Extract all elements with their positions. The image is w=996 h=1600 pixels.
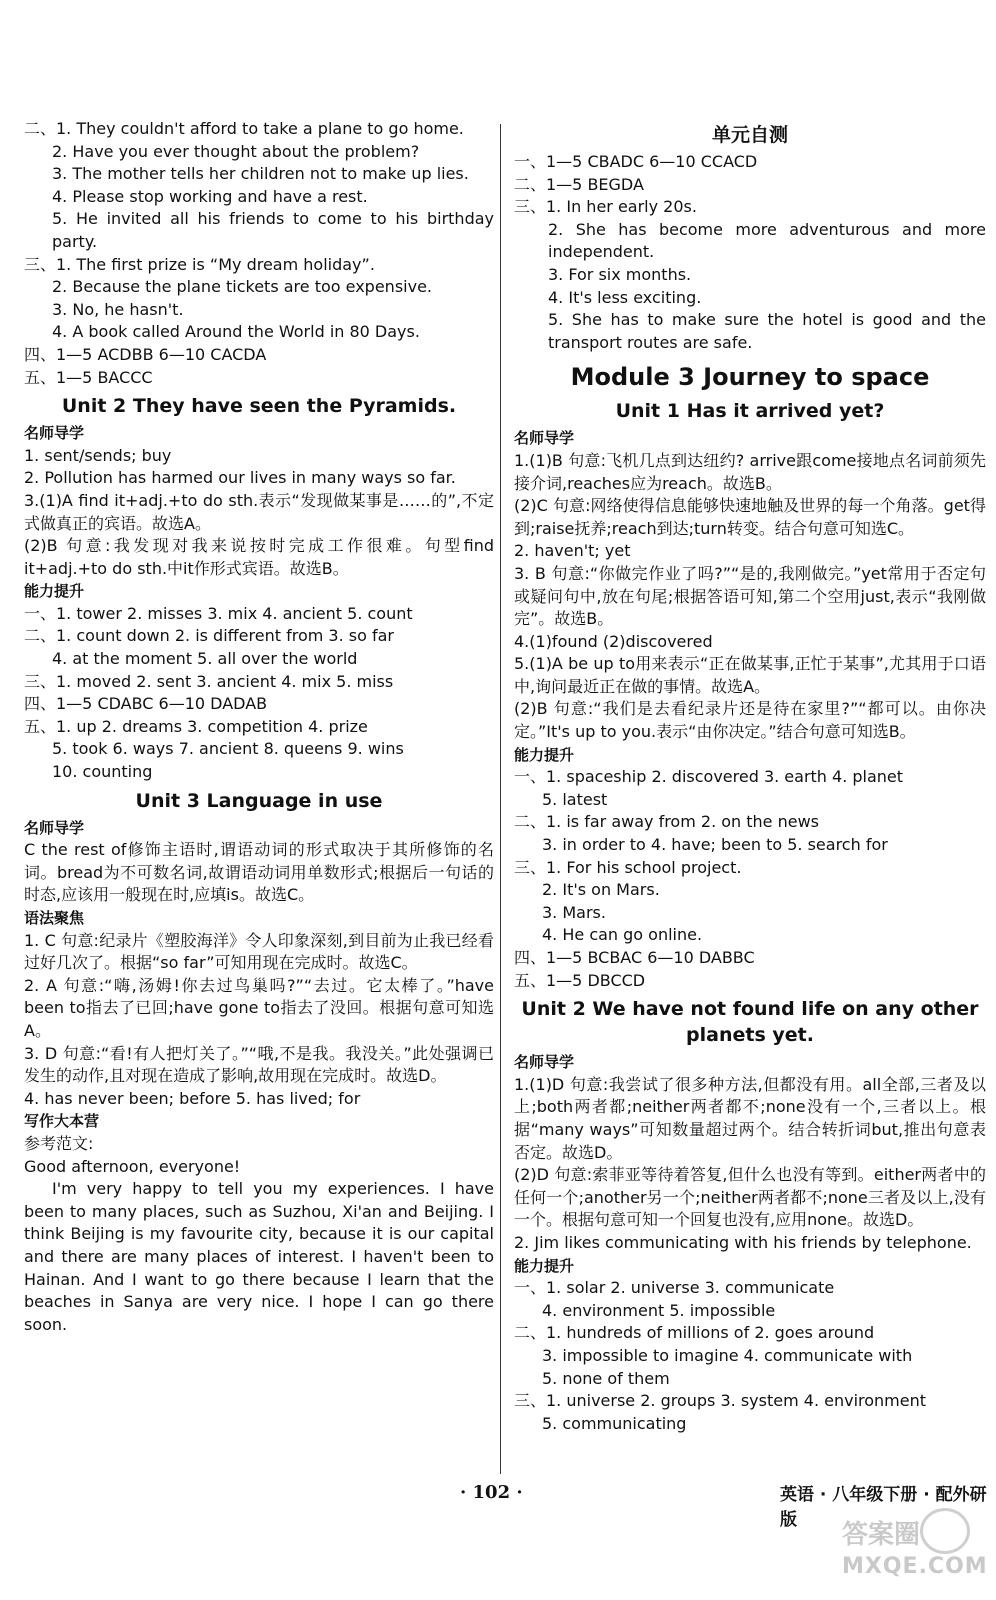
left-line-14: 2. Pollution has harmed our lives in many ways so far.: [24, 468, 456, 488]
right-line-17: (2)B 句意:“我们是去看纪录片还是待在家里?”“都可以。由你决定。”It's up to you.表示“由你决定。”结合句意可知选B。: [514, 699, 986, 742]
left-column: [24, 118, 494, 1336]
left-line-18: 一、1. tower 2. misses 3. mix 4. ancient 5. count: [24, 603, 413, 623]
right-line-39: 5. none of them: [542, 1368, 670, 1388]
right-line-22: 3. in order to 4. have; been to 5. search for: [542, 835, 888, 855]
left-line-22: 四、1—5 CDABC 6—10 DADAB: [24, 694, 268, 714]
left-line-35: 参考范文:: [24, 1133, 94, 1153]
right-line-6: 4. It's less exciting.: [548, 287, 702, 307]
right-line-30: 名师导学: [514, 1053, 575, 1072]
right-line-12: (2)C 句意:网络使得信息能够快速地触及世界的每一个角落。get得到;raise抚养;reach到达;turn转变。结合句意可知选C。: [514, 496, 986, 538]
right-line-3: 三、1. In her early 20s.: [514, 197, 697, 217]
right-line-35: 一、1. solar 2. universe 3. communicate: [514, 1278, 835, 1298]
left-line-20: 4. at the moment 5. all over the world: [52, 649, 358, 669]
left-line-24: 5. took 6. ways 7. ancient 8. queens 9. wins: [52, 739, 404, 759]
left-line-32: 3. D 句意:“看!有人把灯关了。”“哦,不是我。我没关。”此处强调已发生的动作,且对现在造成了影响,故用现在完成时。故选D。: [24, 1043, 494, 1086]
left-line-27: 名师导学: [24, 818, 85, 837]
right-line-33: 2. Jim likes communicating with his friends by telephone.: [514, 1232, 972, 1252]
column-divider: [500, 124, 501, 1474]
left-line-33: 4. has never been; before 5. has lived; for: [24, 1088, 361, 1108]
right-line-14: 3. B 句意:“你做完作业了吗?”“是的,我刚做完。”yet常用于否定句或疑问句中,放在句尾;根据答语可知,第二个空用just,表示“我刚做完”。故选B。: [514, 563, 986, 629]
left-line-21: 三、1. moved 2. sent 3. ancient 4. mix 5. miss: [24, 671, 394, 691]
left-line-26: Unit 3 Language in use: [135, 789, 383, 812]
left-line-12: 名师导学: [24, 424, 85, 443]
left-line-30: 1. C 句意:纪录片《塑胶海洋》令人印象深刻,到目前为止我已经看过好几次了。根据“so far”可知用现在完成时。故选C。: [24, 930, 494, 973]
left-line-36: Good afternoon, everyone!: [24, 1156, 241, 1176]
right-line-2: 二、1—5 BEGDA: [514, 174, 644, 194]
right-line-29: Unit 2 We have not found life on any other planets yet.: [521, 998, 979, 1047]
left-line-1: 2. Have you ever thought about the problem?: [52, 141, 420, 161]
right-line-13: 2. haven't; yet: [514, 541, 631, 561]
right-line-28: 五、1—5 DBCCD: [514, 970, 646, 990]
right-line-27: 四、1—5 BCBAC 6—10 DABBC: [514, 948, 755, 967]
right-line-1: 一、1—5 CBADC 6—10 CCACD: [514, 152, 758, 171]
left-line-11: Unit 2 They have seen the Pyramids.: [61, 395, 457, 418]
left-line-10: 五、1—5 BACCC: [24, 367, 153, 387]
left-line-23: 五、1. up 2. dreams 3. competition 4. prize: [24, 716, 368, 736]
left-line-28: C the rest of修饰主语时,谓语动词的形式取决于其所修饰的名词。bread为不可数名词,故谓语动词用单数形式;根据后一句话的时态,应该用一般现在时,应填is。故选C。: [24, 840, 494, 905]
left-line-16: (2)B 句意:我发现对我来说按时完成工作很难。句型find it+adj.+to do sth.中it作形式宾语。故选B。: [24, 536, 494, 578]
watermark-text-top: 答案圈: [842, 1520, 921, 1550]
left-line-37: I'm very happy to tell you my experiences. I have been to many places, such as Suzhou, Xi'an and Beijing. I think Beijing is my favourite city, because it is our capital and there are many places of interest. I haven't been to Hainan. And I want to go there because I learn that the beaches in Sanya are very nice. I hope I can go there soon.: [24, 1179, 494, 1334]
right-line-36: 4. environment 5. impossible: [542, 1300, 776, 1320]
footer-subject: 英语 · 八年级下册 · 配外研版: [780, 1485, 987, 1530]
left-line-2: 3. The mother tells her children not to make up lies.: [52, 164, 469, 184]
right-line-21: 二、1. is far away from 2. on the news: [514, 812, 820, 832]
right-line-9: Unit 1 Has it arrived yet?: [615, 400, 885, 423]
left-line-13: 1. sent/sends; buy: [24, 445, 172, 465]
left-line-29: 语法聚焦: [24, 909, 85, 927]
right-line-19: 一、1. spaceship 2. discovered 3. earth 4. planet: [514, 767, 904, 787]
right-line-40: 三、1. universe 2. groups 3. system 4. environment: [514, 1391, 927, 1411]
right-column: [514, 118, 986, 1435]
watermark-text-bottom: MXQE.COM: [842, 1554, 988, 1579]
right-line-38: 3. impossible to imagine 4. communicate with: [542, 1345, 913, 1365]
left-line-17: 能力提升: [24, 582, 85, 601]
right-line-15: 4.(1)found (2)discovered: [514, 631, 713, 651]
right-line-23: 三、1. For his school project.: [514, 857, 742, 877]
right-line-32: (2)D 句意:索菲亚等待着答复,但什么也没有等到。either两者中的任何一个;another另一个;neither两者都不;none三者及以上,没有一个。根据句意可知一个回复也没有,应用none。故选D。: [514, 1165, 986, 1230]
left-line-6: 2. Because the plane tickets are too expensive.: [52, 277, 432, 297]
left-line-0: 二、1. They couldn't afford to take a plane to go home.: [24, 119, 464, 138]
left-line-7: 3. No, he hasn't.: [52, 299, 184, 319]
left-line-3: 4. Please stop working and have a rest.: [52, 186, 368, 206]
left-line-8: 4. A book called Around the World in 80 Days.: [52, 322, 420, 342]
right-line-8: Module 3 Journey to space: [570, 363, 930, 392]
right-line-31: 1.(1)D 句意:我尝试了很多种方法,但都没有用。all全部,三者及以上;both两者都;neither两者都不;none没有一个,三者以上。根据“many ways”可知数量超过两个。结合转折词but,推出句意表否定。故选D。: [514, 1074, 986, 1162]
right-line-41: 5. communicating: [542, 1413, 687, 1433]
right-line-37: 二、1. hundreds of millions of 2. goes around: [514, 1323, 875, 1343]
left-line-9: 四、1—5 ACDBB 6—10 CACDA: [24, 344, 267, 364]
right-line-26: 4. He can go online.: [542, 925, 703, 945]
right-line-24: 2. It's on Mars.: [542, 880, 660, 900]
left-line-25: 10. counting: [52, 762, 153, 782]
left-line-4: 5. He invited all his friends to come to his birthday party.: [52, 209, 494, 251]
right-line-20: 5. latest: [542, 789, 608, 809]
right-line-25: 3. Mars.: [542, 902, 606, 922]
left-line-5: 三、1. The first prize is “My dream holiday”.: [24, 254, 375, 274]
right-line-18: 能力提升: [514, 745, 575, 764]
left-line-19: 二、1. count down 2. is different from 3. so far: [24, 626, 394, 646]
right-line-34: 能力提升: [514, 1256, 575, 1275]
left-line-15: 3.(1)A find it+adj.+to do sth.表示“发现做某事是……的”,不定式做真正的宾语。故选A。: [24, 490, 494, 533]
right-line-4: 2. She has become more adventurous and more independent.: [548, 219, 986, 262]
right-line-5: 3. For six months.: [548, 264, 692, 284]
watermark-circle-icon: [920, 1508, 970, 1554]
watermark-logo: [842, 1508, 988, 1592]
page-number: · 102 ·: [460, 1482, 523, 1503]
left-line-34: 写作大本营: [24, 1112, 100, 1131]
right-line-16: 5.(1)A be up to用来表示“正在做某事,正忙于某事”,尤其用于口语中,询问最近正在做的事情。故选A。: [514, 654, 986, 696]
right-line-10: 名师导学: [514, 429, 575, 448]
right-line-11: 1.(1)B 句意:飞机几点到达纽约? arrive跟come接地点名词前须先接介词,reaches应为reach。故选B。: [514, 450, 986, 493]
right-line-0: 单元自测: [711, 124, 788, 146]
left-line-31: 2. A 句意:“嗨,汤姆!你去过鸟巢吗?”“去过。它太棒了。”have been to指去了已回;have gone to指去了没回。根据句意可知选A。: [24, 975, 494, 1040]
right-line-7: 5. She has to make sure the hotel is good and the transport routes are safe.: [548, 310, 986, 352]
